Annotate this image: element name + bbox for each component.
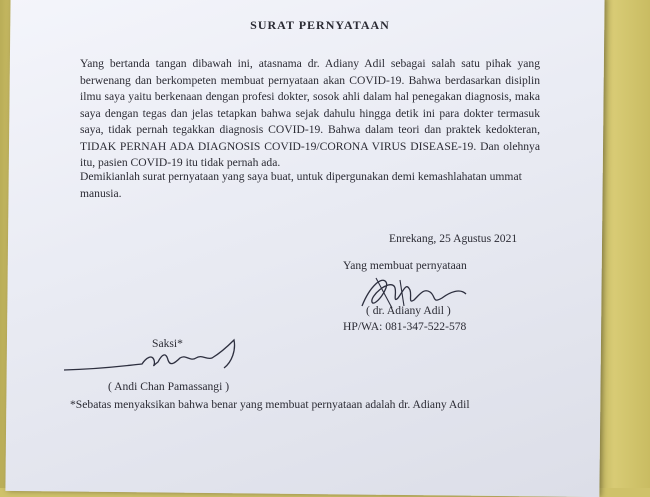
- witness-label: Saksi*: [152, 337, 183, 350]
- closing-paragraph: Demikianlah surat pernyataan yang saya buat, untuk dipergunakan demi kemashlahatan ummat manusia.: [80, 170, 522, 200]
- signer-label: Yang membuat pernyataan: [343, 259, 467, 272]
- signer-phone: HP/WA: 081-347-522-578: [343, 320, 467, 333]
- statement-paragraph: Yang bertanda tangan dibawah ini, atasnama dr. Adiany Adil sebagai salah satu pihak yang berwenang dan berkompeten membuat pernyataan akan COVID-19. Bahwa berdasarkan disiplin ilmu saya yaitu berkenaan dengan profesi dokter, sosok ahli dalam hal penegakan diagnosis, maka saya dengan tegas dan jelas tetapkan bahwa sejak dahulu hingga detik ini para dokter termasuk saya, tidak pernah tegakkan diagnosis COVID-19. Bahwa dalam teori dan praktek kedokteran, TIDAK PERNAH ADA DIAGNOSIS COVID-19/CORONA VIRUS DISEASE-19. Dan olehnya itu, pasien COVID-19 itu tidak pernah ada.: [80, 57, 540, 169]
- witness-name: ( Andi Chan Pamassangi ): [108, 380, 230, 393]
- witness-signature: [62, 336, 242, 378]
- footnote: *Sebatas menyaksikan bahwa benar yang membuat pernyataan adalah dr. Adiany Adil: [70, 398, 470, 411]
- signer-name: ( dr. Adiany Adil ): [366, 304, 451, 317]
- document-title: SURAT PERNYATAAN: [250, 18, 390, 32]
- place-date: Enrekang, 25 Agustus 2021: [389, 232, 518, 245]
